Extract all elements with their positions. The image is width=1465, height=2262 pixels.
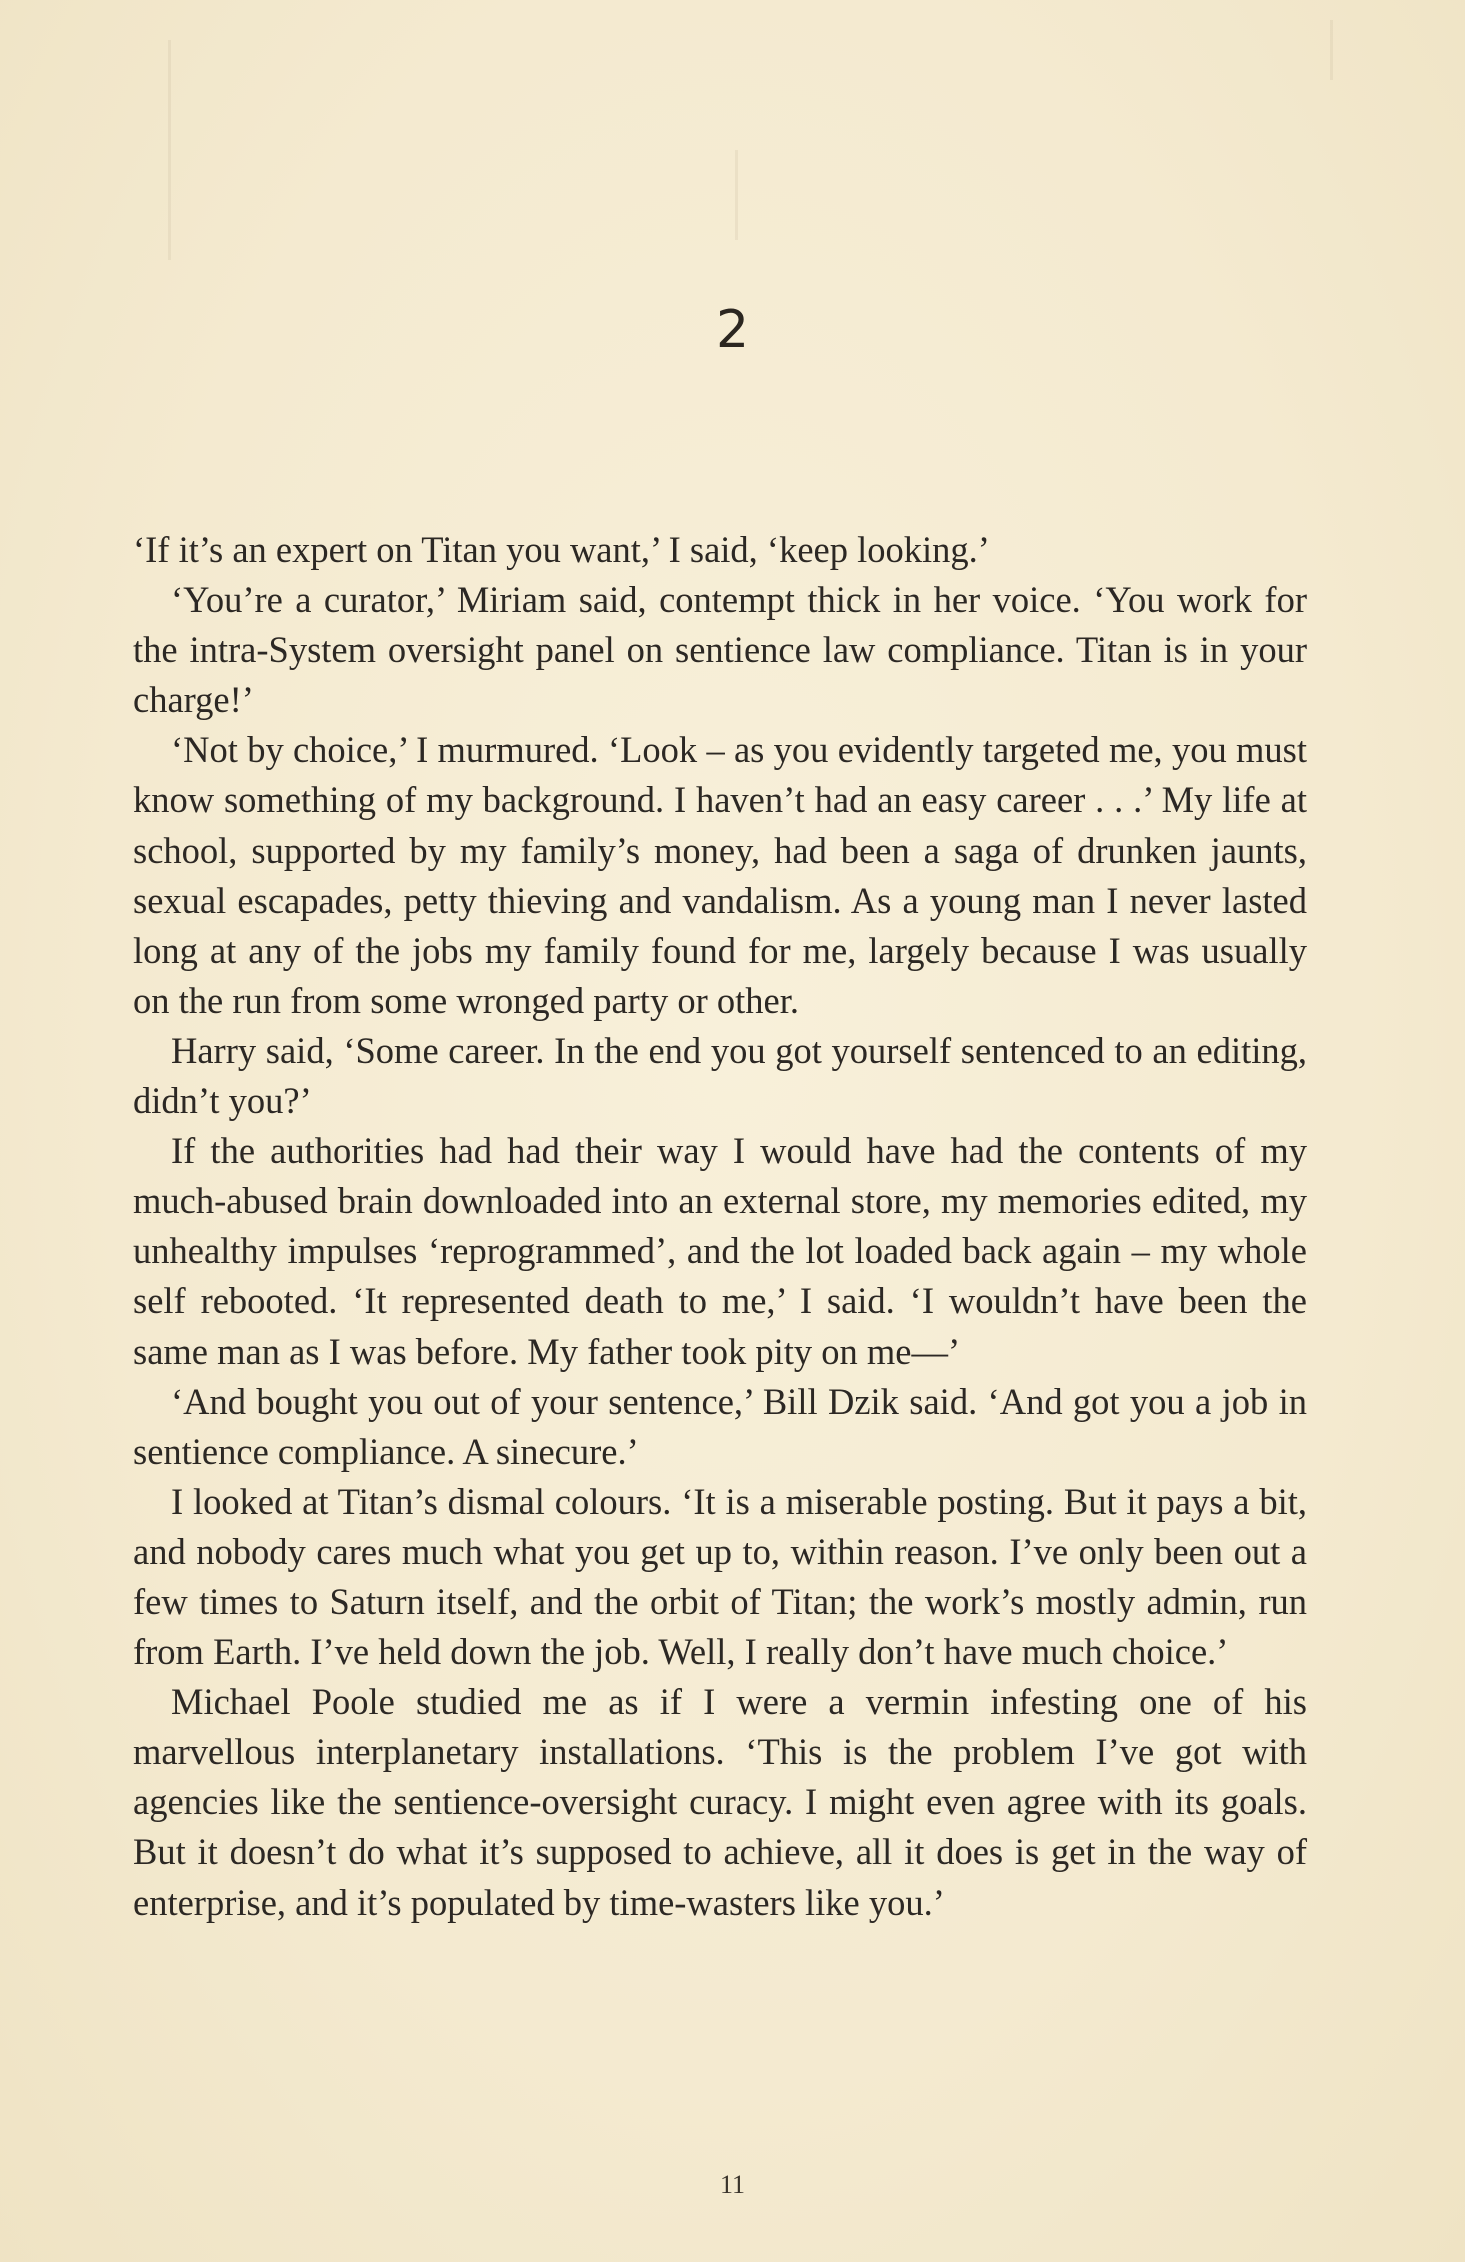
show-through-mark xyxy=(735,150,738,240)
show-through-mark xyxy=(168,40,171,260)
paragraph: If the authorities had had their way I would have had the contents of my much-abused brain downloaded into an external store, my memories edited, my unhealthy impulses ‘reprogrammed’, and the lot loaded back again – my whole self rebooted. ‘It represented death to me,’ I said. ‘I wouldn’t have been the same man as I was before. My father took pity on me—’ xyxy=(133,1130,1307,1372)
chapter-body xyxy=(133,525,1307,1928)
paragraph: ‘And bought you out of your sentence,’ Bill Dzik said. ‘And got you a job in sentience compliance. A sinecure.’ xyxy=(133,1380,1307,1472)
paragraph: Michael Poole studied me as if I were a vermin infesting one of his marvellous interplanetary installations. ‘This is the problem I’ve got with agencies like the sentience-oversight curacy. I might even agree with its goals. But it doesn’t do what it’s supposed to achieve, all it does is get in the way of enterprise, and it’s populated by time-wasters like you.’ xyxy=(133,1681,1307,1923)
page-number: 11 xyxy=(719,2170,746,2199)
paragraph: ‘If it’s an expert on Titan you want,’ I said, ‘keep looking.’ xyxy=(133,529,990,570)
paragraph: ‘Not by choice,’ I murmured. ‘Look – as you evidently targeted me, you must know something of my background. I haven’t had an easy career . . .’ My life at school, supported by my family’s money, had been a saga of drunken jaunts, sexual escapades, petty thieving and vandalism. As a young man I never lasted long at any of the jobs my family found for me, largely because I was usually on the run from some wronged party or other. xyxy=(133,729,1307,1021)
chapter-number: 2 xyxy=(715,300,750,360)
paragraph: ‘You’re a curator,’ Miriam said, contempt thick in her voice. ‘You work for the intra-System oversight panel on sentience law compliance. Titan is in your charge!’ xyxy=(133,579,1307,721)
paragraph: I looked at Titan’s dismal colours. ‘It is a miserable posting. But it pays a bit, and nobody cares much what you get up to, within reason. I’ve only been out a few times to Saturn itself, and the orbit of Titan; the work’s mostly admin, run from Earth. I’ve held down the job. Well, I really don’t have much choice.’ xyxy=(133,1480,1307,1673)
show-through-mark xyxy=(1330,20,1333,80)
paragraph: Harry said, ‘Some career. In the end you got yourself sentenced to an editing, didn’t you?’ xyxy=(133,1029,1307,1122)
